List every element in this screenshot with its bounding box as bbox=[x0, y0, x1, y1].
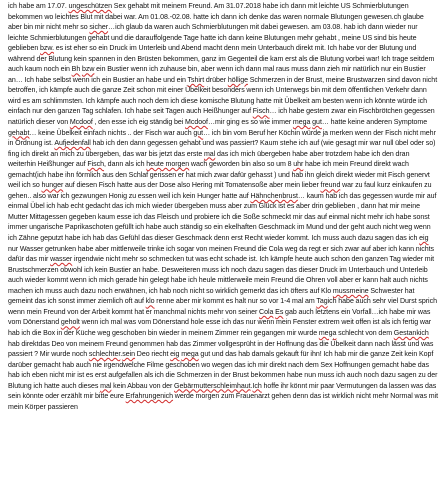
flagged-word: mal bbox=[100, 382, 112, 390]
text-run: irgendwie nicht mehr so schmecken tut was echt schade ist. Ich kämpfe heute auch schon den ganzen Tag wieder mit Brustschmerzen obwohl ich kein Bustier an habe. Desweiteren muss ich noch dazu sagen das dieser Druck im Unterbauch und Unterleib auch wieder kommt wenn ich mich gerade hin gelegt habe ich heule mittlerweile mein Freund die Ohren voll aber er kann halt auch nichts machen ich muss auch dazu noch erwähnen, ich hab noch nicht so wirklich gemerkt das ich öfters auf Klo bbox=[8, 256, 435, 295]
text-run: , dann als ich bbox=[104, 161, 147, 169]
text-run: auf diesen Fisch hatte aus der Dose also Hering mit Tomatensoße aber mein lieber bbox=[63, 182, 321, 190]
flagged-word: uhr bbox=[293, 161, 304, 169]
body-paragraph bbox=[8, 2, 438, 413]
flagged-word: schlechter bbox=[88, 351, 121, 359]
flagged-word: gut bbox=[193, 129, 204, 137]
text-run: wach geworden bin also so um 8 bbox=[189, 161, 294, 169]
flagged-word: Mcdoof bbox=[69, 119, 93, 127]
text-run: habe ich mein Freund direkt wach gemacht(ich habe ihn förmlich aus den Schlaf gerissen er hat mich zwar dafür gehasst ) und hab ihn gleich direkt wieder mit Fisch genervt weil ich so bbox=[8, 161, 430, 190]
text-run: … ich bin vom Beruf her Köchin würde ja merken wenn der Fisch nicht mehr in Ordnung ist. bbox=[8, 129, 436, 148]
text-run: . bbox=[120, 351, 123, 359]
flagged-word: mega bbox=[292, 119, 311, 127]
flagged-word: Erfahrungenich bbox=[125, 393, 174, 401]
flagged-word: Es bbox=[275, 308, 284, 316]
text-run: Schmerzen in der Brust, meine Brustwarzen sind davon nicht betroffen, ich kämpfe auch die ganze Zeit schon mit einer Übelkeit besonders wenn ich Unterwegs bin mit dem öffentlichen Verkehr dann wird es am schlimmsten. Ich kämpfe auch noch dem ich diese komische Blutung hatte mit Übelkeit am besten wenn ich könnte würde ich einfach nur den ganzen Tag schlafen. Ich habe seit Tagen auch Heißhunger auf bbox=[8, 76, 438, 116]
flagged-word: mega bbox=[181, 351, 199, 359]
flagged-word: wasser bbox=[50, 256, 73, 264]
flagged-word: Fisch bbox=[87, 161, 105, 169]
flagged-word: Gebärmutterschleimhaut bbox=[174, 382, 251, 390]
text-run: …ich glaub da waren auch Schmierblutungen mit dabei gewesen. am 03.08. hab ich dann wieder nur leichte Schmierblutungen gehabt und die darauffolgende Tage hatte ich dann keine Blutungen mehr gehabt , meine US sind bis heute geblieben bbox=[8, 24, 418, 53]
flagged-word: hunger bbox=[41, 182, 64, 190]
flagged-word: Bh bbox=[71, 66, 81, 74]
flagged-word: Tshirt bbox=[187, 76, 205, 84]
flagged-word: heute morgen bbox=[146, 161, 190, 169]
flagged-word: klo bbox=[145, 298, 155, 306]
text-run: Schwester hat gemeint das ich sonst immer ziemlich oft auf bbox=[8, 287, 415, 306]
flagged-word: Fisch bbox=[252, 108, 270, 116]
text-run: es ist eher so ein Druck im Unterleib und Abend macht denn mein Unterbauch direkt mit. Ich habe vor der Blutung und während der Blutung kein spannen in den Brüsten bekommen, ganz im Gegenteil die kam erst als die Blutung vorbei war! Ich trage seitdem auch kaum noch ein bbox=[8, 45, 435, 74]
flagged-word: bzw bbox=[81, 66, 95, 74]
flagged-word: höllige bbox=[227, 76, 248, 84]
text-run: hab direktdas Deo von meinem Freund genommen hab das Zimmer vollgesprüht in der Hoffnung das die Übelkeit dann nach lässt und was passiert ? Mir wurde noch bbox=[8, 340, 434, 359]
flagged-word: Mcdoof bbox=[185, 119, 208, 127]
text-run: wenn ich mal was vom Dönerstand hole esse ich das nur wenn mein Fenster extrem weit offen ist als ich fertig war hab ich die Box in der Küche weg geschoben bin wieder in meinem Zimmer rein gegangen mir wurde bbox=[8, 319, 432, 337]
text-run: hab ich den dann gegessen gehabt und was passiert? Kaum stehe ich auf (wie gesagt mir war null übel oder so) fing ich direkt an mich zu übergeben, das war bis jetzt das erste bbox=[8, 140, 436, 158]
flagged-word: Cola bbox=[259, 308, 274, 316]
text-run: …mir ging es so wie immer bbox=[207, 119, 293, 127]
flagged-word: ungeschützen bbox=[68, 3, 113, 10]
flagged-word: Ich bbox=[252, 382, 262, 390]
flagged-word: gehabt bbox=[8, 129, 30, 137]
text-run: war zu faul kurz einkaufen zu gehen.. also war ich gezwungen Honig zu essen weil ich kein Hunger hatte auf bbox=[8, 182, 432, 200]
text-run: ich habe auch sehr viel Durst sprich wenn mein Freund von der Arbeit kommt hat er manchmal nichts mehr von seiner bbox=[8, 298, 437, 316]
text-run: ein Bustier wenn ich zuhause bin, aber wenn ich dann mal raus muss dann zieh mir natürlich nur ein Bustier an… Ich habe selbst wenn ich ein Bustier an habe und ein bbox=[8, 66, 426, 84]
flagged-word: eig bbox=[170, 351, 180, 359]
flagged-word: Aufjedenfall bbox=[54, 140, 91, 148]
text-run: kein Abbau von der bbox=[111, 382, 175, 390]
text-run: nur Wasser getrunken habe aber mittlerweile trinke ich sogar von meinen Freund die Cola weg da regt er sich zwar auf aber ich kann nichts dafür das mir bbox=[8, 245, 434, 264]
flagged-word: Tag bbox=[316, 298, 328, 306]
flagged-word: sein bbox=[122, 351, 136, 359]
flagged-word: gut bbox=[312, 119, 322, 127]
flagged-word: mega bbox=[318, 329, 337, 337]
flagged-word: sicher bbox=[89, 24, 109, 32]
text-run: Deo riecht bbox=[135, 351, 171, 359]
flagged-word: mal bbox=[203, 150, 216, 158]
flagged-word: bzw. bbox=[40, 45, 55, 53]
text-run: … keine Übelkeit einfach nichts .. der Fisch war auch bbox=[29, 129, 194, 137]
text-run: … ich habe gestern zwar ein Fischbrötchen gegessen natürlich dieser von bbox=[8, 108, 435, 127]
text-run: Sex gehabt mit meinem Freund. Am 31.07.2018 habe ich dann mit leichte US Schmierblutungen bekommen wo leichtes Blut mit dabei war. Am 01.08.-02.08. hatte ich dann ich denke das waren normale Blutungen gewesen.ch glaube aber bin mir nicht mehr so bbox=[8, 3, 424, 32]
flagged-word: Hähnchenbrust bbox=[250, 192, 298, 200]
flagged-word: geholt bbox=[60, 319, 80, 327]
text-run: … kaum hab ich das gegessen wurde mir auf einmal Übel ich hab echt gedacht das ich mich wieder übergeben muss aber zum Glück ist es aber drin geblieben , dann hat mir meine Mutter Mittagessen gegeben kaum esse ich das Fleisch und probiere ich die Soße schmeckt mir das auf einmal nicht mehr ich habe sonst immer ungarische Paprikaschoten gefüllt ich habe auch ständig so ein ekelhaften Geschmack im Mund und der geht auch nicht weg wenn ich Zähne geputzt habe ich hab das Gefühl das dieser Geschmack denn erst Recht wieder kommt. Ich muss auch dazu sagen das ich bbox=[8, 192, 437, 243]
text-run: … hatte keine anderen Symptome bbox=[321, 119, 428, 127]
text-run: werde morgen zum Frauenarzt gehen denn das ist wirklich nicht mehr Normal was mit mein Körper passieren bbox=[8, 393, 439, 411]
text-run: . bbox=[250, 382, 253, 390]
text-run: ich habe am 17.07. bbox=[8, 3, 69, 10]
flagged-word: eig bbox=[419, 235, 429, 243]
flagged-word: Gestankich bbox=[393, 329, 429, 337]
text-run: schlecht von dem bbox=[336, 329, 394, 337]
text-run: das ich mich übergeben habe aber trotzdem habe ich den dran weiterhin Heißhunger auf bbox=[8, 150, 410, 169]
text-run: drüber bbox=[204, 76, 228, 84]
text-run: renne aber mir kommt es halt nur so vor 1-4 mal am bbox=[154, 298, 317, 306]
text-run: gab auch letztens ein Vorfall…ich habe mir was vom Dönerstand bbox=[8, 308, 431, 327]
text-run: hoffe ihr könnt mir paar Vermutungen da lassen was das sein könnte oder erzählt mir bitte eure bbox=[8, 382, 437, 401]
flagged-word: freund bbox=[320, 182, 341, 190]
flagged-word: mussmeine bbox=[332, 287, 369, 295]
text-run: gut und das hab damals gekauft für ihn! Ich hab mir die ganze Zeit kein Kopf darüber gemacht hab auch nie irgendwelche Filme geschoben wo wegen das ich mir direkt nach dem Sex Hoffnungen gemacht habe das hab ich eben nicht mir ist es erst aufgefallen als ich die Schmerzen in der Brust bekommen habe nun muss ich auch noch dazu sagen zu der Blutung ich hatte auch dieses bbox=[8, 351, 438, 390]
text-run: , den esse ich eig ständig bei bbox=[92, 119, 186, 127]
